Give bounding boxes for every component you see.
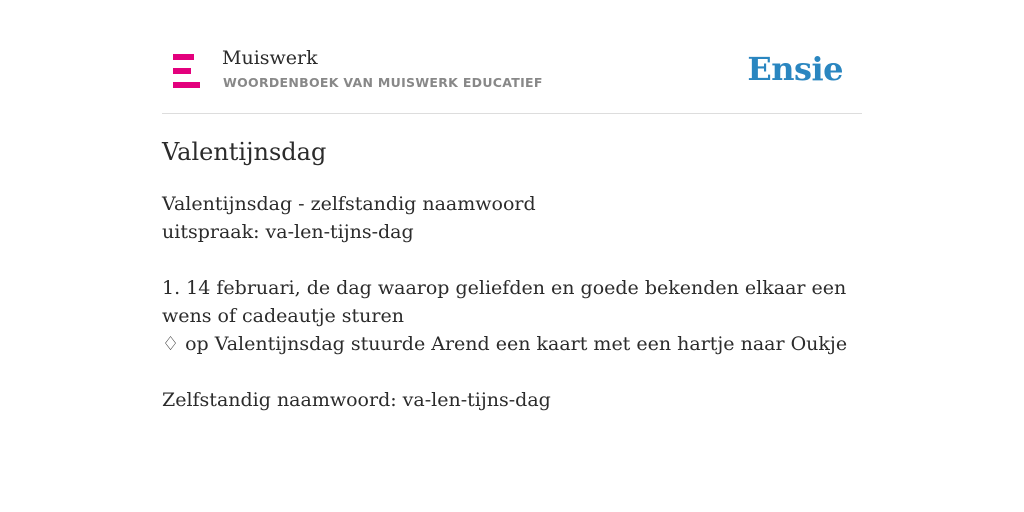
blank-line: [162, 358, 862, 386]
blank-line: [162, 246, 862, 274]
entry-body: [162, 190, 862, 414]
footer-line: Zelfstandig naamwoord: va-len-tijns-dag: [162, 389, 551, 411]
page-title: Valentijnsdag: [162, 138, 327, 166]
definition-line: 1. 14 februari, de dag waarop geliefden en goede bekenden elkaar een wens of cadeautje sturen: [162, 277, 847, 327]
pronunciation-line: uitspraak: va-len-tijns-dag: [162, 221, 414, 243]
headword-line: Valentijnsdag - zelfstandig naamwoord: [162, 193, 536, 215]
site-subtitle: WOORDENBOEK VAN MUISWERK EDUCATIEF: [223, 75, 543, 90]
site-name[interactable]: Muiswerk: [222, 47, 318, 69]
page-container: [162, 0, 862, 411]
example-line: ♢ op Valentijnsdag stuurde Arend een kaart met een hartje naar Oukje: [162, 333, 848, 355]
muiswerk-logo-icon[interactable]: [173, 54, 200, 88]
site-header: [162, 0, 862, 114]
ensie-logo[interactable]: Ensie: [747, 50, 843, 88]
